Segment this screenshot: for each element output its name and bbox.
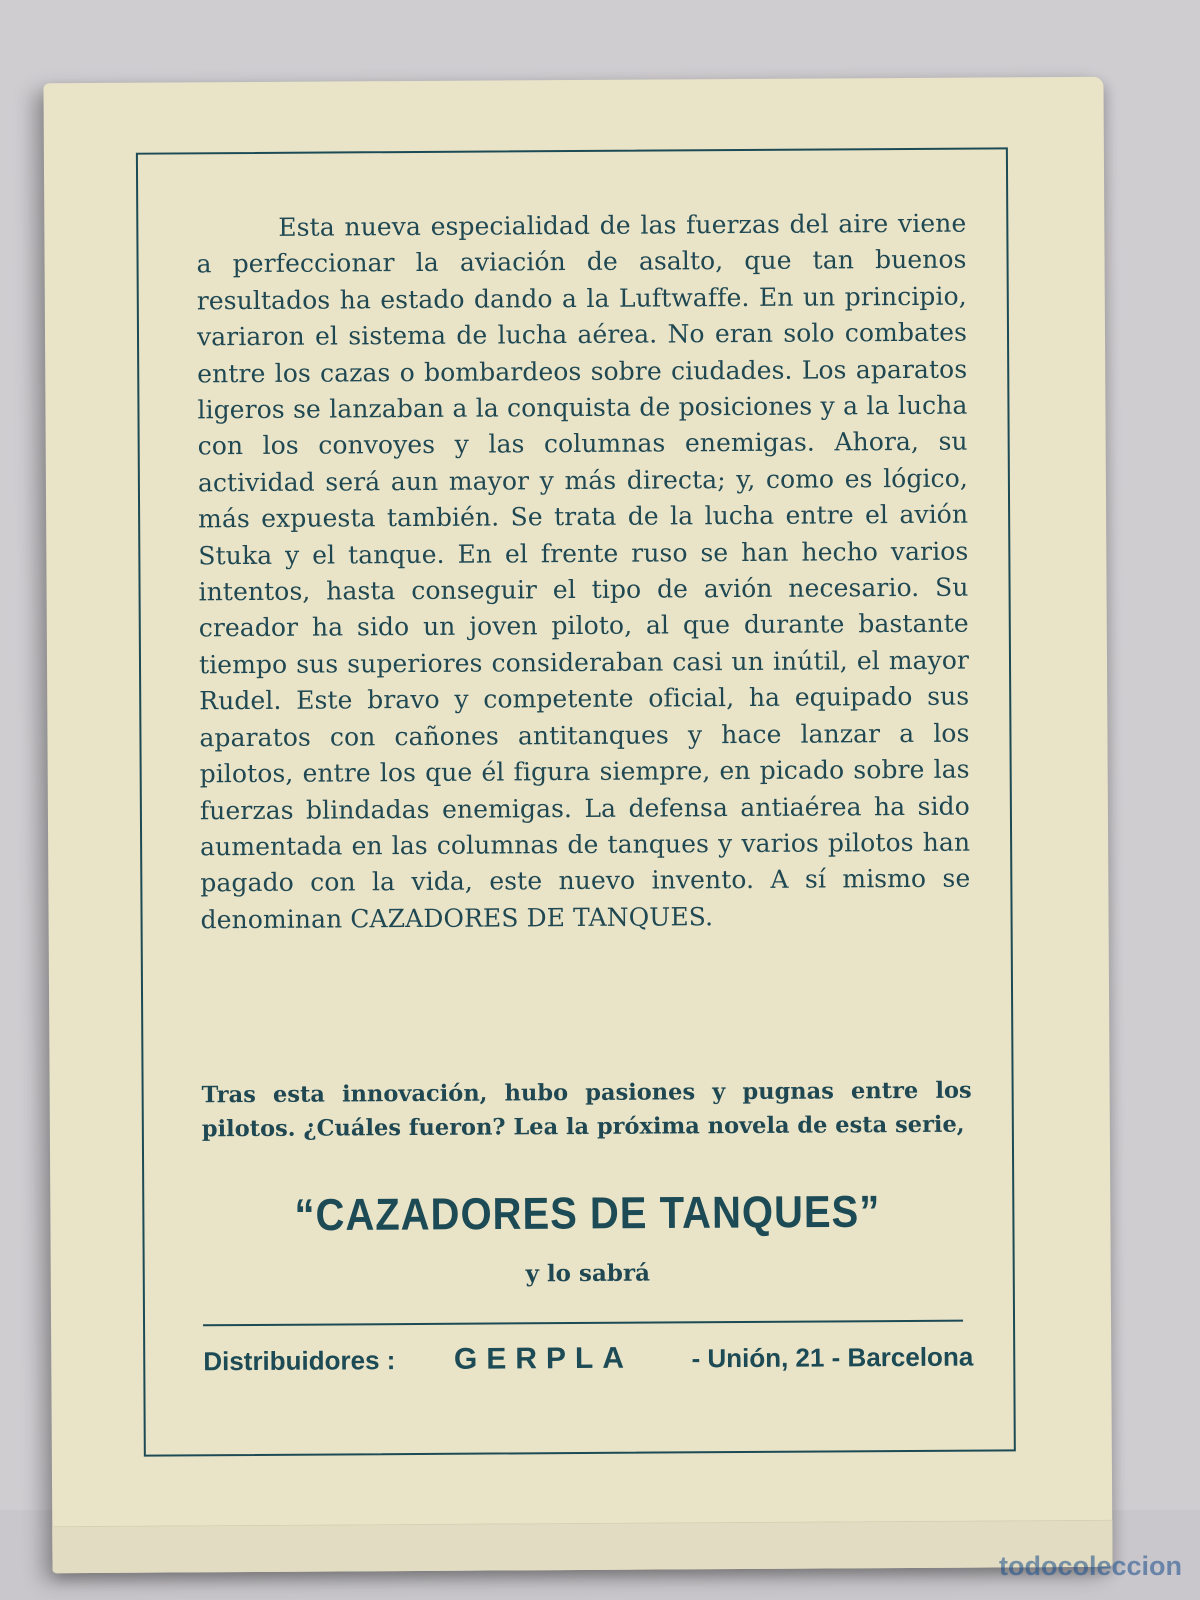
page-edges: [52, 1520, 1112, 1573]
publisher-address: - Unión, 21 - Barcelona: [691, 1341, 974, 1374]
publisher-name: GERPLA: [453, 1341, 634, 1376]
watermark-logo: todocoleccion: [998, 1551, 1182, 1581]
distributors-line: [203, 1340, 973, 1379]
teaser-text: Tras esta innovación, hubo pasiones y pugnas entre los pilotos. ¿Cuáles fueron? Lea la próxima novela de esta serie,: [201, 1077, 972, 1143]
synopsis-paragraph: Esta nueva especialidad de las fuerzas del aire viene a perfeccionar la aviación de asalto, que tan buenos resultados ha estado dando a la Luftwaffe. En un principio, variaron el sistema de lucha aérea. No eran solo combates entre los cazas o bombardeos sobre ciudades. Los aparatos ligeros se lanzaban a la conquista de posiciones y a la lucha con los convoyes y las columnas enemigas. Ahora, su actividad será aun mayor y más directa; y, como es lógico, más expuesta también. Se trata de la lucha entre el avión Stuka y el tanque. En el frente ruso se han hecho varios intentos, hasta conseguir el tipo de avión necesario. Su creador ha sido un joven piloto, al que durante bastante tiempo sus superiores consideraban casi un inútil, el mayor Rudel. Este bravo y competente oficial, ha equipado sus aparatos con cañones antitanques y hace lanzar a los pilotos, entre los que él figura siempre, en picado sobre las fuerzas blindadas enemigas. La defensa antiaérea ha sido aumentada en las columnas de tanques y varios pilotos han pagado con la vida, este nuevo invento. A sí mismo se denominan CAZADORES DE TANQUES.: [196, 208, 971, 935]
divider: [203, 1320, 963, 1327]
distributors-label: Distribuidores :: [203, 1345, 396, 1377]
next-novel-title: “CAZADORES DE TANQUES”: [294, 1187, 881, 1241]
cover-frame: [136, 147, 1016, 1456]
closing-line: y lo sabrá: [525, 1259, 651, 1288]
book-back-cover: [43, 77, 1112, 1573]
